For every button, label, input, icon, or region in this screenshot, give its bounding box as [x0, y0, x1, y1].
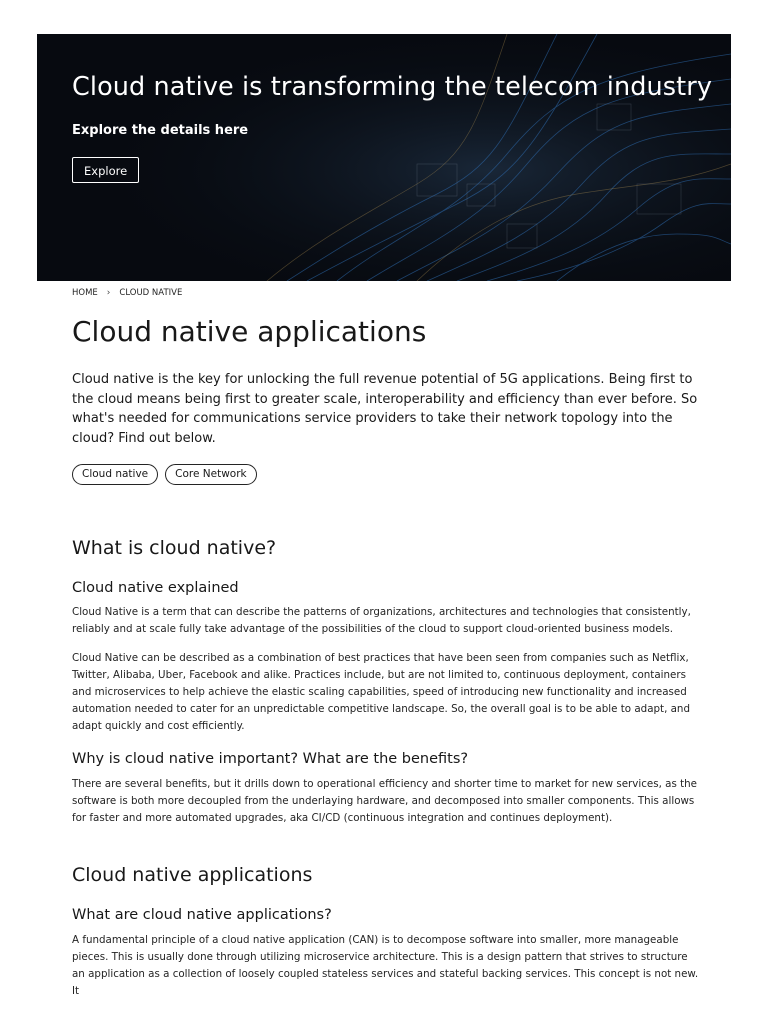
intro-paragraph: Cloud native is the key for unlocking the full revenue potential of 5G applications. Being first to the cloud means being first to greater scale, interoperability and efficiency than ever before. So what's needed for communications service providers to take their network topology into the cloud? Find out below. — [72, 372, 698, 446]
section-heading-apps: Cloud native applications — [72, 864, 313, 886]
tag-cloud-native[interactable]: Cloud native — [72, 464, 158, 485]
apps-paragraph: A fundamental principle of a cloud native application (CAN) is to decompose software into smaller, more manageable pieces. This is usually done through utilizing microservice architecture. This is a design pattern that strives to structure an application as a collection of loosely coupled stateless services and stateful backing services. This concept is not new. It — [72, 934, 699, 997]
breadcrumb-current: CLOUD NATIVE — [119, 288, 183, 298]
hero-banner — [37, 34, 731, 281]
explained-paragraph-1: Cloud Native is a term that can describe the patterns of organizations, architectures and technologies that consistently, reliably and at scale fully take advantage of the possibilities of the cloud to support cloud-oriented business models. — [72, 606, 691, 635]
subheading-what-are-apps: What are cloud native applications? — [72, 907, 332, 923]
breadcrumb — [72, 288, 182, 298]
hero-title: Cloud native is transforming the telecom industry — [72, 72, 713, 102]
subheading-explained: Cloud native explained — [72, 580, 239, 596]
page-title: Cloud native applications — [72, 315, 427, 348]
breadcrumb-home-link[interactable]: HOME — [72, 288, 98, 298]
explore-button[interactable]: Explore — [72, 157, 139, 183]
section-heading-what-is: What is cloud native? — [72, 537, 277, 559]
chevron-right-icon: › — [106, 288, 111, 298]
hero-subtitle: Explore the details here — [72, 123, 249, 138]
subheading-why: Why is cloud native important? What are the benefits? — [72, 751, 469, 767]
tag-core-network[interactable]: Core Network — [165, 464, 256, 485]
why-paragraph: There are several benefits, but it drills down to operational efficiency and shorter time to market for new services, as the software is both more decoupled from the underlaying hardware, and decomposed into smaller components. This allows for faster and more automated upgrades, aka CI/CD (continuous integration and continues deployment). — [72, 778, 697, 824]
explained-paragraph-2: Cloud Native can be described as a combination of best practices that have been seen from companies such as Netflix, Twitter, Alibaba, Uber, Facebook and alike. Practices include, but are not limited to, continuous deployment, containers and microservices to help achieve the elastic scaling capabilities, speed of introducing new functionality and increased automation needed to cater for an unpredictable competitive landscape. So, the overall goal is to be able to adapt, and adapt quickly and cost efficiently. — [72, 652, 690, 732]
tag-list — [72, 464, 257, 485]
